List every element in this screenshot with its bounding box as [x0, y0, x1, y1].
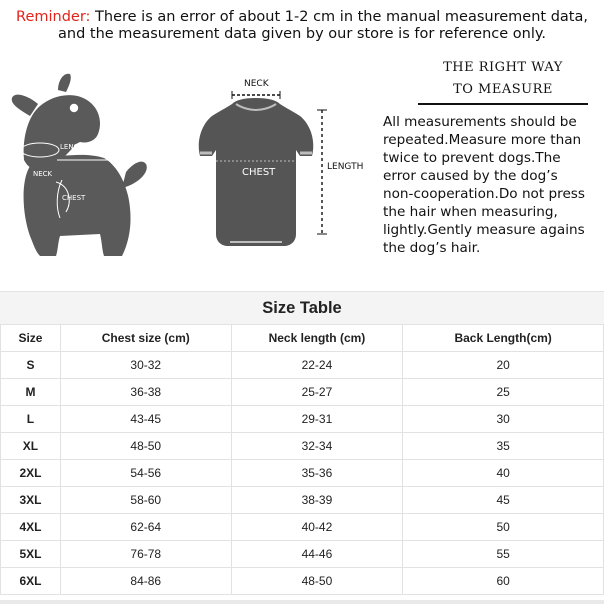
chest-cell: 54-56	[60, 460, 231, 487]
size-table-title: Size Table	[0, 291, 604, 324]
back-length-cell: 45	[403, 487, 604, 514]
back-length-column-header: Back Length(cm)	[403, 325, 604, 352]
reminder-label: Reminder:	[16, 9, 91, 25]
bottom-divider	[0, 600, 604, 604]
size-cell: 2XL	[1, 460, 61, 487]
chest-cell: 62-64	[60, 514, 231, 541]
reminder-line-2: and the measurement data given by our store is for reference only.	[58, 26, 546, 42]
chest-cell: 84-86	[60, 568, 231, 595]
reminder-note	[0, 9, 604, 43]
reminder-line-1: There is an error of about 1-2 cm in the manual measurement data,	[95, 9, 588, 25]
chest-cell: 58-60	[60, 487, 231, 514]
table-row	[1, 541, 604, 568]
size-cell: 5XL	[1, 541, 61, 568]
shirt-chest-label: CHEST	[242, 167, 276, 178]
size-column-header: Size	[1, 325, 61, 352]
table-row	[1, 487, 604, 514]
back-length-cell: 55	[403, 541, 604, 568]
neck-cell: 29-31	[231, 406, 403, 433]
table-row	[1, 460, 604, 487]
back-length-cell: 35	[403, 433, 604, 460]
back-length-cell: 30	[403, 406, 604, 433]
back-length-cell: 40	[403, 460, 604, 487]
title-divider	[418, 103, 588, 105]
neck-cell: 48-50	[231, 568, 403, 595]
size-cell: S	[1, 352, 61, 379]
neck-cell: 35-36	[231, 460, 403, 487]
size-cell: M	[1, 379, 61, 406]
back-length-cell: 60	[403, 568, 604, 595]
dog-silhouette	[12, 74, 147, 256]
measure-instructions: All measurements should be repeated.Measure more than twice to prevent dogs.The error caused by the dog’s non-cooperation.Do not press the hair when measuring, lightly.Gently measure agains the dog’s hair.	[383, 114, 585, 256]
size-cell: 6XL	[1, 568, 61, 595]
chest-column-header: Chest size (cm)	[60, 325, 231, 352]
neck-cell: 25-27	[231, 379, 403, 406]
back-length-cell: 20	[403, 352, 604, 379]
size-cell: L	[1, 406, 61, 433]
shirt-neck-label: NECK	[244, 79, 269, 89]
neck-cell: 32-34	[231, 433, 403, 460]
size-table	[0, 324, 604, 595]
table-row	[1, 406, 604, 433]
chest-cell: 36-38	[60, 379, 231, 406]
size-table-header-row	[1, 325, 604, 352]
neck-cell: 44-46	[231, 541, 403, 568]
table-row	[1, 433, 604, 460]
table-row	[1, 379, 604, 406]
neck-cell: 22-24	[231, 352, 403, 379]
measure-guide-title	[418, 57, 588, 101]
table-row	[1, 514, 604, 541]
shirt-length-label: LENGTH	[327, 162, 364, 172]
measurement-illustration	[0, 60, 380, 280]
chest-cell: 48-50	[60, 433, 231, 460]
back-length-cell: 25	[403, 379, 604, 406]
size-cell: XL	[1, 433, 61, 460]
table-row	[1, 568, 604, 595]
chest-cell: 43-45	[60, 406, 231, 433]
dog-chest-label: CHEST	[62, 194, 86, 202]
measure-guide-title-line-1: THE RIGHT WAY	[443, 60, 563, 75]
chest-cell: 76-78	[60, 541, 231, 568]
back-length-cell: 50	[403, 514, 604, 541]
size-cell: 3XL	[1, 487, 61, 514]
dog-neck-label: NECK	[33, 170, 53, 178]
dog-length-label: LENGTH	[60, 143, 89, 151]
neck-cell: 38-39	[231, 487, 403, 514]
chest-cell: 30-32	[60, 352, 231, 379]
table-row	[1, 352, 604, 379]
size-table-section	[0, 291, 604, 597]
measure-guide-title-line-2: TO MEASURE	[453, 82, 553, 97]
neck-cell: 40-42	[231, 514, 403, 541]
size-cell: 4XL	[1, 514, 61, 541]
neck-column-header: Neck length (cm)	[231, 325, 403, 352]
